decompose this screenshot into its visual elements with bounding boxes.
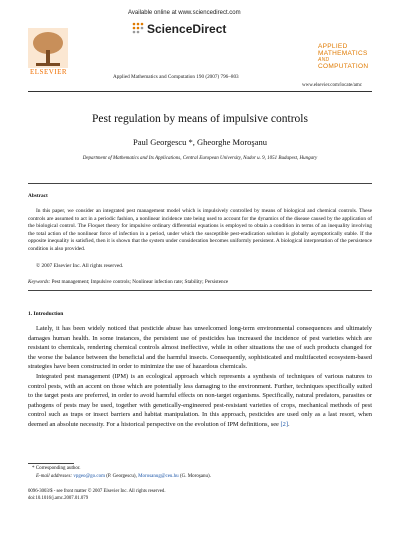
email-link[interactable]: Morosanug@ceu.hu <box>138 474 179 479</box>
keywords <box>28 279 228 285</box>
abstract-heading: Abstract <box>28 193 48 199</box>
corresponding-author-note: * Corresponding author. <box>32 466 81 471</box>
publisher-name: ELSEVIER <box>30 68 68 76</box>
section-body <box>28 324 372 430</box>
email-link[interactable]: vpgeo@go.com <box>73 474 105 479</box>
paragraph <box>28 372 372 430</box>
journal-logo <box>318 44 368 70</box>
doi-line[interactable]: doi:10.1016/j.amc.2007.01.079 <box>28 496 89 501</box>
journal-logo-line: COMPUTATION <box>318 62 369 70</box>
email-addresses <box>36 474 211 479</box>
journal-logo-line: MATHEMATICS <box>318 49 368 57</box>
footnote-divider <box>28 463 74 464</box>
paragraph-end: . <box>287 420 290 428</box>
paragraph-text: Integrated pest management (IPM) is an ecological approach which represents a synthesis of techniques of various natures to control pests, with an accent on those which are potentially less damaging to the environment. Further, techniques specifically suited to the target pests are preferred, in order to avoid harmful effects on non-target organisms. Specifically, natural predators, parasites or pathogens of pests may be used, together with genetically-engineered pest-resistant varieties of crops, mechanical methods of pest control such as traps or insect barriers and habitat manipulation. In this approach, pesticides are used only as a last resort, when deemed an absolute necessity. For a historical perspective on the evolution of IPM definitions, see <box>28 372 372 428</box>
header-divider <box>28 91 372 92</box>
paper-title: Pest regulation by means of impulsive controls <box>92 113 308 125</box>
journal-url[interactable]: www.elsevier.com/locate/amc <box>302 83 362 88</box>
issn-line: 0096-3003/$ - see front matter © 2007 Elsevier Inc. All rights reserved. <box>28 489 166 494</box>
email-label: E-mail addresses: <box>36 474 73 479</box>
sciencedirect-logo-icon <box>130 20 146 39</box>
journal-citation: Applied Mathematics and Computation 190 (2007) 796–803 <box>113 74 239 80</box>
section-heading: 1. Introduction <box>28 311 64 317</box>
email-owner: (P. Georgescu), <box>105 474 139 479</box>
paragraph: Lately, it has been widely noticed that pesticide abuse has unwelcomed long-term environmental consequences and ultimately damages human health. In some instances, the persistent use of pesticides has increased the incidence of pest varieties which are resistant to chemicals, rendering chemical controls almost ineffective, while in other situations the use of such products changed for the worse the balance between the beneficial and the harmful insects. Consequently, sophisticated and multifaceted ecosystem-based strategies have been constructed in order to minimize the use of hazardous chemicals. <box>28 325 372 371</box>
abstract-bottom-divider <box>28 290 372 291</box>
keywords-label: Keywords: <box>28 279 51 285</box>
abstract-text: In this paper, we consider an integrated pest management model which is impulsively controlled by means of biological and chemical controls. These controls are assumed to act in a periodic fashion, a nonlinear incidence rate being used to account for the dynamics of the disease caused by the application of the biological control. The Floquet theory for impulsive ordinary differential equations is employed to obtain a condition in terms of an inequality involving the total action of the nonlinear force of infection in a period, under which the susceptible pest-eradication solution is globally asymptotically stable. If the opposite inequality is satisfied, then it is shown that the system under consideration becomes uniformly persistent. A biological interpretation of the persistence condition is also provided. <box>28 208 372 252</box>
citation-link[interactable]: [2] <box>280 420 288 428</box>
email-owner: (G. Moroşanu). <box>178 474 211 479</box>
journal-logo-line: AND <box>318 57 330 63</box>
sciencedirect-wordmark: ScienceDirect <box>147 22 227 36</box>
journal-logo-line: APPLIED <box>318 43 348 50</box>
keywords-list: Pest management; Impulsive controls; Nonlinear infection rate; Stability; Persistence <box>51 279 229 285</box>
abstract-top-divider <box>28 183 372 184</box>
abstract-copyright: © 2007 Elsevier Inc. All rights reserved. <box>36 263 124 269</box>
paper-authors: Paul Georgescu *, Gheorghe Moroşanu <box>132 137 267 147</box>
author-affiliation: Department of Mathematics and Its Applications, Central European University, Nador u. 9, 1051 Budapest, Hungary <box>82 156 318 161</box>
elsevier-tree-icon <box>28 28 68 68</box>
available-online-text: Available online at www.sciencedirect.com <box>128 10 241 16</box>
